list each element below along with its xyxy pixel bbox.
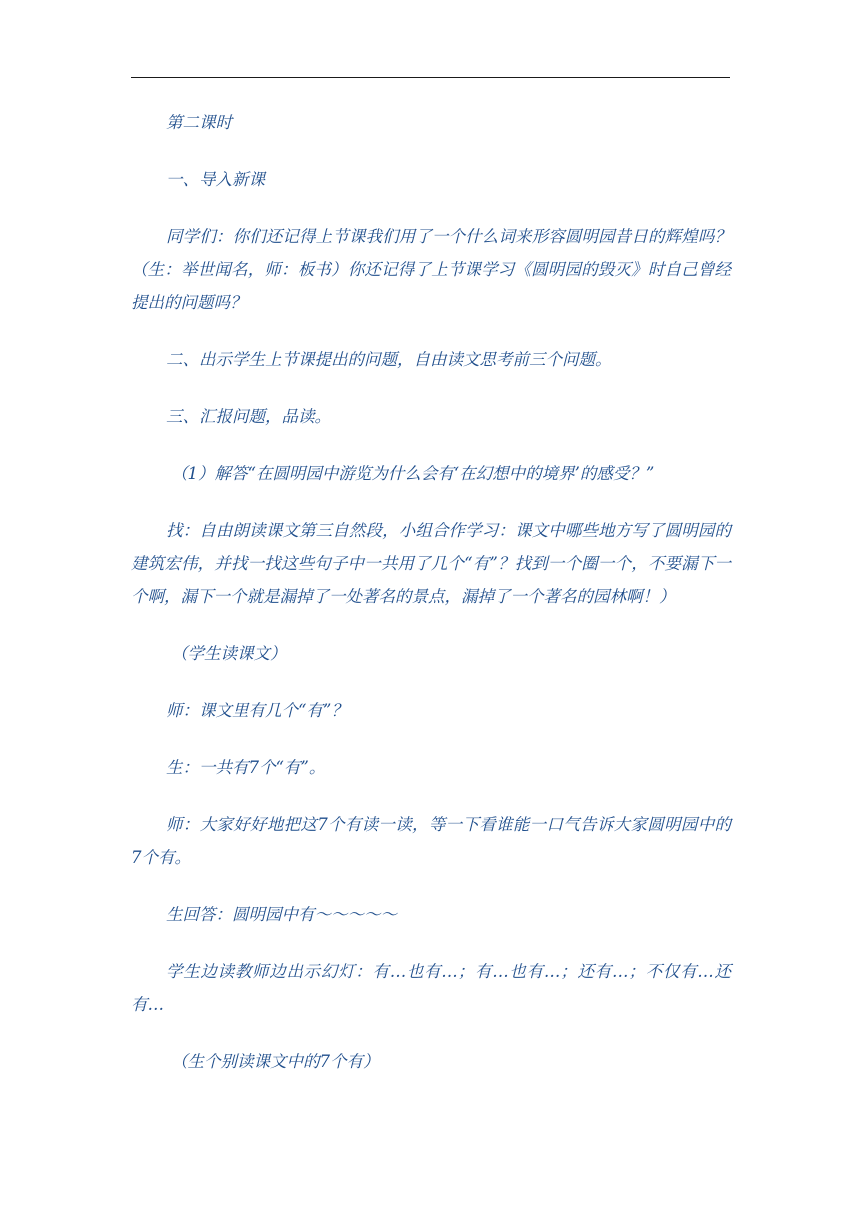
section-heading-intro: 一、导入新课 [166, 170, 265, 189]
section-heading-report: 三、汇报问题，品读。 [166, 407, 331, 426]
teacher-instruction: 师：大家好好地把这7个有读一读，等一下看谁能一口气告诉大家圆明园中的7个有。 [131, 815, 731, 867]
student-answer: 生：一共有7个“有”。 [166, 758, 326, 777]
slides-paragraph: 学生边读教师边出示幻灯：有…也有…；有…也有…；还有…；不仅有…还有… [131, 962, 731, 1014]
student-read-note: （学生读课文） [171, 644, 287, 663]
find-task-paragraph: 找：自由朗读课文第三自然段，小组合作学习：课文中哪些地方写了圆明园的建筑宏伟，并找一找这些句子中一共用了几个“有”？找到一个圈一个，不要漏下一个啊，漏下一个就是漏掉了一处著名的景点，漏掉了一个著名的园林啊！） [131, 521, 731, 606]
individual-read-note: （生个别读课文中的7个有） [171, 1052, 380, 1071]
intro-paragraph: 同学们：你们还记得上节课我们用了一个什么词来形容圆明园昔日的辉煌吗？（生：举世闻名，师：板书）你还记得了上节课学习《圆明园的毁灭》时自己曾经提出的问题吗？ [131, 227, 731, 312]
lesson-heading: 第二课时 [166, 113, 232, 132]
question-paragraph: （1）解答“在圆明园中游览为什么会有‘在幻想中的境界’的感受？” [171, 464, 655, 483]
teacher-question: 师：课文里有几个“有”？ [166, 701, 348, 720]
student-reply: 生回答：圆明园中有～～～～～ [166, 905, 397, 924]
header-rule [131, 77, 730, 78]
document-body [131, 106, 731, 1102]
section-heading-show-questions: 二、出示学生上节课提出的问题，自由读文思考前三个问题。 [166, 350, 612, 369]
